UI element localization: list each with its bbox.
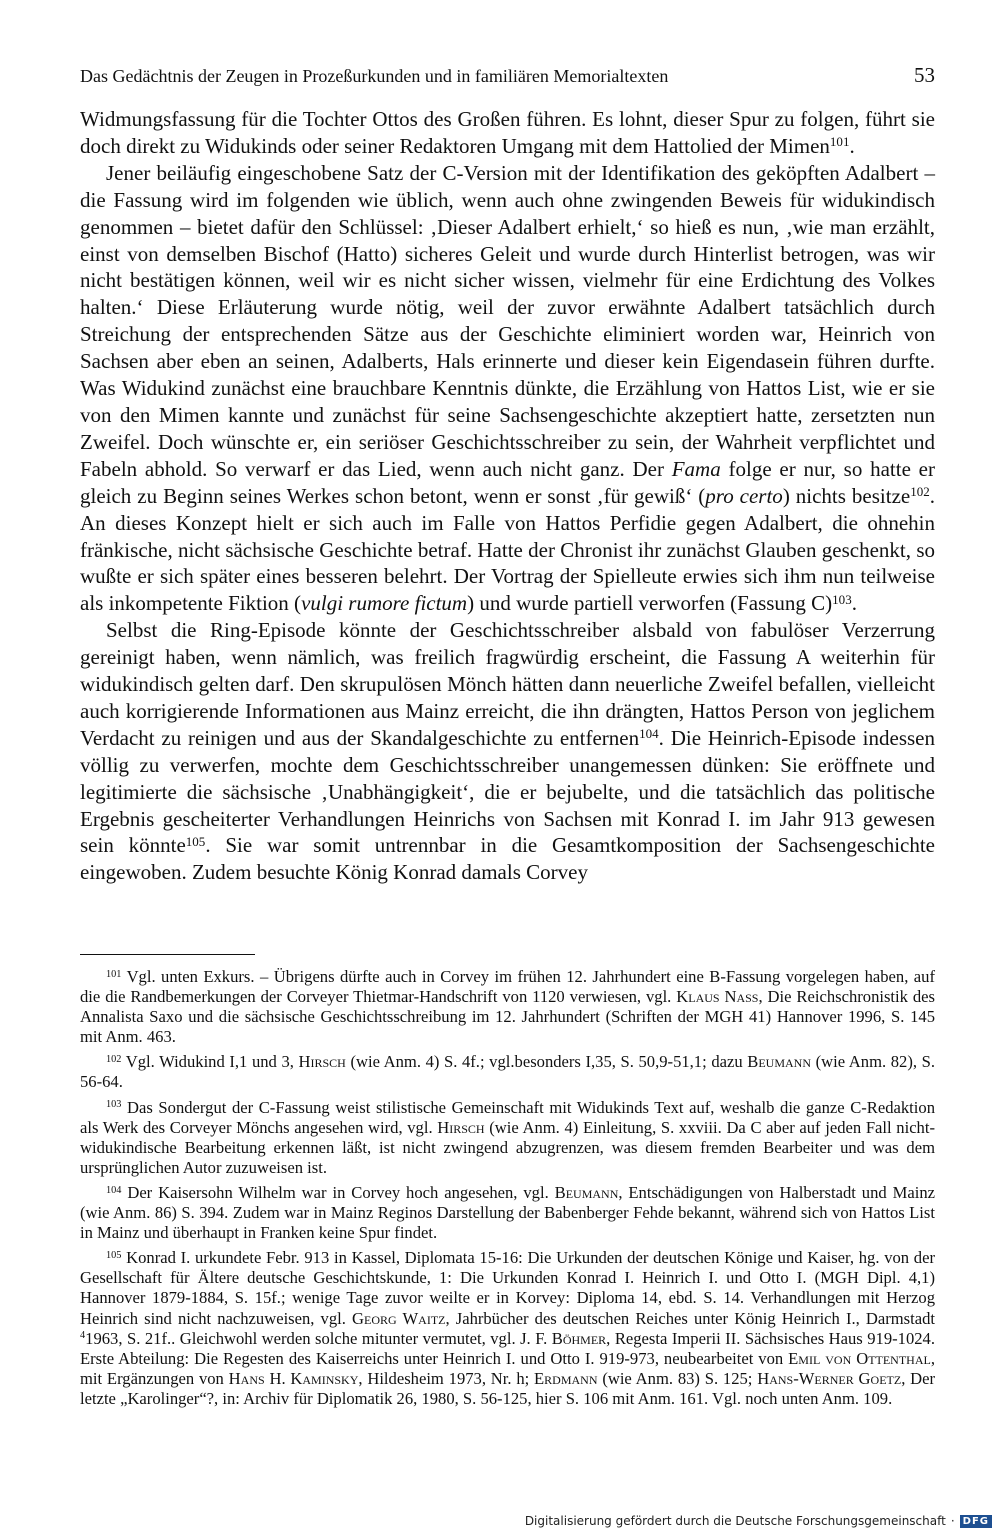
- footnote-104: $^{104}$ Der Kaisersohn Wilhelm war in Corvey hoch angesehen, vgl. Beumann, Entschädigungen von Halberstadt und Mainz (wie Anm. 86) S. 394. Zudem war in Mainz Reginos Darstellung der Babenberger Fehde bekannt, während sich von Hattos List in Mainz und überhaupt in Franken keine Spur findet.: [80, 1182, 935, 1243]
- footnote-ref-104[interactable]: 104: [639, 726, 659, 742]
- digitization-text: Digitalisierung gefördert durch die Deutsche Forschungsgemeinschaft: [524, 1514, 946, 1528]
- footnote-102: $^{102}$ Vgl. Widukind I,1 und 3, Hirsch (wie Anm. 4) S. 4f.; vgl.besonders I,35, S. 50,9-51,1; dazu Beumann (wie Anm. 82), S. 56-64.: [80, 1052, 935, 1092]
- paragraph-3: Selbst die Ring-Episode könnte der Geschichtsschreiber alsbald von fabulöser Verzerrung gereinigt haben, wenn nämlich, was freilich fragwürdig erscheint, die Fassung A weiterhin für widukindisch gelten darf. Den skrupulösen Mönch hätten dann neuerliche Zweifel befallen, vielleicht auch korrigierende Informationen aus Mainz erreicht, die ihn drängten, Hattos Person von jeglichem Verdacht zu reinigen und aus der Skandalgeschichte zu entfernen$^{104}$. Die Heinrich-Episode indessen völlig zu verwerfen, mochte dem Geschichtsschreiber unangemessen dünken: Sie eröffnete und legitimierte die sächsische ‚Unabhängigkeit‘, die er bejubelte, und die tatsächlich das politische Ergebnis gescheiterter Verhandlungen Heinrichs von Sachsen mit Konrad I. im Jahr 913 gewesen sein könnte$^{105}$. Sie war somit untrennbar in die Gesamtkomposition der Sachsengeschichte eingewoben. Zudem besuchte König Konrad damals Corvey: [80, 618, 936, 885]
- separator-dot: ·: [950, 1514, 955, 1528]
- footnote-105: $^{105}$ Konrad I. urkundete Febr. 913 in Kassel, Diplomata 15-16: Die Urkunden der deutschen Könige und Kaiser, hg. von der Gesellschaft für Ältere deutsche Geschichtskunde, 1: Die Urkunden Konrad I. Heinrich I. und Otto I. (MGH Dipl. 4,1) Hannover 1879-1884, S. 15f.; wenige Tage zuvor weilte er in Korvey: Diploma 14, ebd. S. 14. Verhandlungen mit Herzog Heinrich sind nicht nachzuweisen, vgl. Georg Waitz, Jahrbücher des deutschen Reiches unter König Heinrich I., Darmstadt $^4$1963, S. 21f.. Gleichwohl werden solche mitunter vermutet, vgl. J. F. Böhmer, Regesta Imperii II. Sächsisches Haus 919-1024. Erste Abteilung: Die Regesten des Kaiserreichs unter Heinrich I. und Otto I. 919-973, neubearbeitet von Emil von Ottenthal, mit Ergänzungen von Hans H. Kaminsky, Hildesheim 1973, Nr. h; Erdmann (wie Anm. 83) S. 125; Hans-Werner Goetz, Der letzte „Karolinger“?, in: Archiv für Diplomatik 26, 1980, S. 56-125, hier S. 106 mit Anm. 161. Vgl. noch unten Anm. 109.: [80, 1248, 936, 1408]
- footnote-103: $^{103}$ Das Sondergut der C-Fassung weist stilistische Gemeinschaft mit Widukinds Text auf, weshalb die ganze C-Redaktion als Werk des Corveyer Mönchs angesehen wird, vgl. Hirsch (wie Anm. 4) Einleitung, S. xxviii. Da C aber auf jeden Fall nicht-widukindische Bearbeitung erkennen läßt, ist nicht zwingend abzugrenzen, was diesem fremden Bearbeiter und was dem ursprünglichen Autor zuzuweisen ist.: [80, 1097, 935, 1177]
- main-text: [80, 106, 935, 886]
- digitization-notice: [525, 1512, 992, 1530]
- page-number: 53: [914, 63, 935, 87]
- dfg-logo: DFG: [960, 1515, 992, 1528]
- footnote-separator: [80, 954, 255, 955]
- paragraph-2: Jener beiläufig eingeschobene Satz der C-Version mit der Identifikation des geköpften Adalbert – die Fassung wird im folgenden wie üblich, wenn auch ohne zwingenden Beweis für widukindisch genommen – bietet dafür den Schlüssel: ‚Dieser Adalbert erhielt,‘ so hieß es nun, ‚wie man erzählt, einst von demselben Bischof (Hatto) sicheres Geleit und wurde durch Hinterlist betrogen, was wir nicht bestätigen können, weil wir es nicht sicher wissen, vielmehr für eine Erdichtung des Volkes halten.‘ Diese Erläuterung wurde nötig, weil der zuvor erwähnte Adalbert tatsächlich durch Streichung der entsprechenden Sätze aus der Geschichte eliminiert worden war, Heinrich von Sachsen aber eben an seinen, Adalberts, Hals erinnerte und dieser kein Eigendasein führen durfte. Was Widukind zunächst eine brauchbare Kenntnis dünkte, die Erzählung von Hattos List, wie er sie von den Mimen kannte und zunächst für seine Sachsengeschichte akzeptiert hatte, zersetzten nun Zweifel. Doch wünschte er, ein seriöser Geschichtsschreiber zu sein, der Wahrheit verpflichtet und Fabeln abhold. So verwarf er das Lied, wenn auch nicht ganz. Der Fama folge er nur, so hatte er gleich zu Beginn seines Werkes schon betont, wenn er sonst ‚für gewiß‘ (pro certo) nichts besitze$^{102}$. An dieses Konzept hielt er sich auch im Falle von Hattos Perfidie gegen Adalbert, die ohnehin fränkische, nicht sächsische Geschichte betraf. Hatte der Chronist ihr zunächst Glauben geschenkt, so wußte er sich später eines besseren belehrt. Der Vortrag der Spielleute erwies sich ihm nun teilweise als inkompetente Fiktion (vulgi rumore fictum) und wurde partiell verworfen (Fassung C)$^{103}$.: [80, 160, 935, 616]
- footnote-ref-101[interactable]: 101: [829, 134, 850, 150]
- page-header: [80, 63, 935, 92]
- footnote-ref-103[interactable]: 103: [832, 591, 852, 607]
- paragraph-1: Widmungsfassung für die Tochter Ottos des Großen führen. Es lohnt, dieser Spur zu folgen, führt sie doch direkt zu Widukinds oder seiner Redaktoren Umgang mit dem Hattolied der Mimen$^{101}$.: [80, 107, 935, 158]
- footnotes: [80, 967, 935, 1414]
- running-title: Das Gedächtnis der Zeugen in Prozeßurkunden und in familiären Memorialtexten: [80, 66, 669, 86]
- footnote-101: $^{101}$ Vgl. unten Exkurs. – Übrigens dürfte auch in Corvey im frühen 12. Jahrhundert eine B-Fassung vorgelegen haben, auf die die Randbemerkungen der Corveyer Thietmar-Handschrift von 1120 verwiesen, vgl. Klaus Nass, Die Reichschronistik des Annalista Saxo und die sächsische Geschichtsschreibung im 12. Jahrhundert (Schriften der MGH 41) Hannover 1996, S. 145 mit Anm. 463.: [80, 967, 935, 1047]
- footnote-ref-102[interactable]: 102: [910, 484, 930, 500]
- footnote-ref-105[interactable]: 105: [185, 833, 206, 849]
